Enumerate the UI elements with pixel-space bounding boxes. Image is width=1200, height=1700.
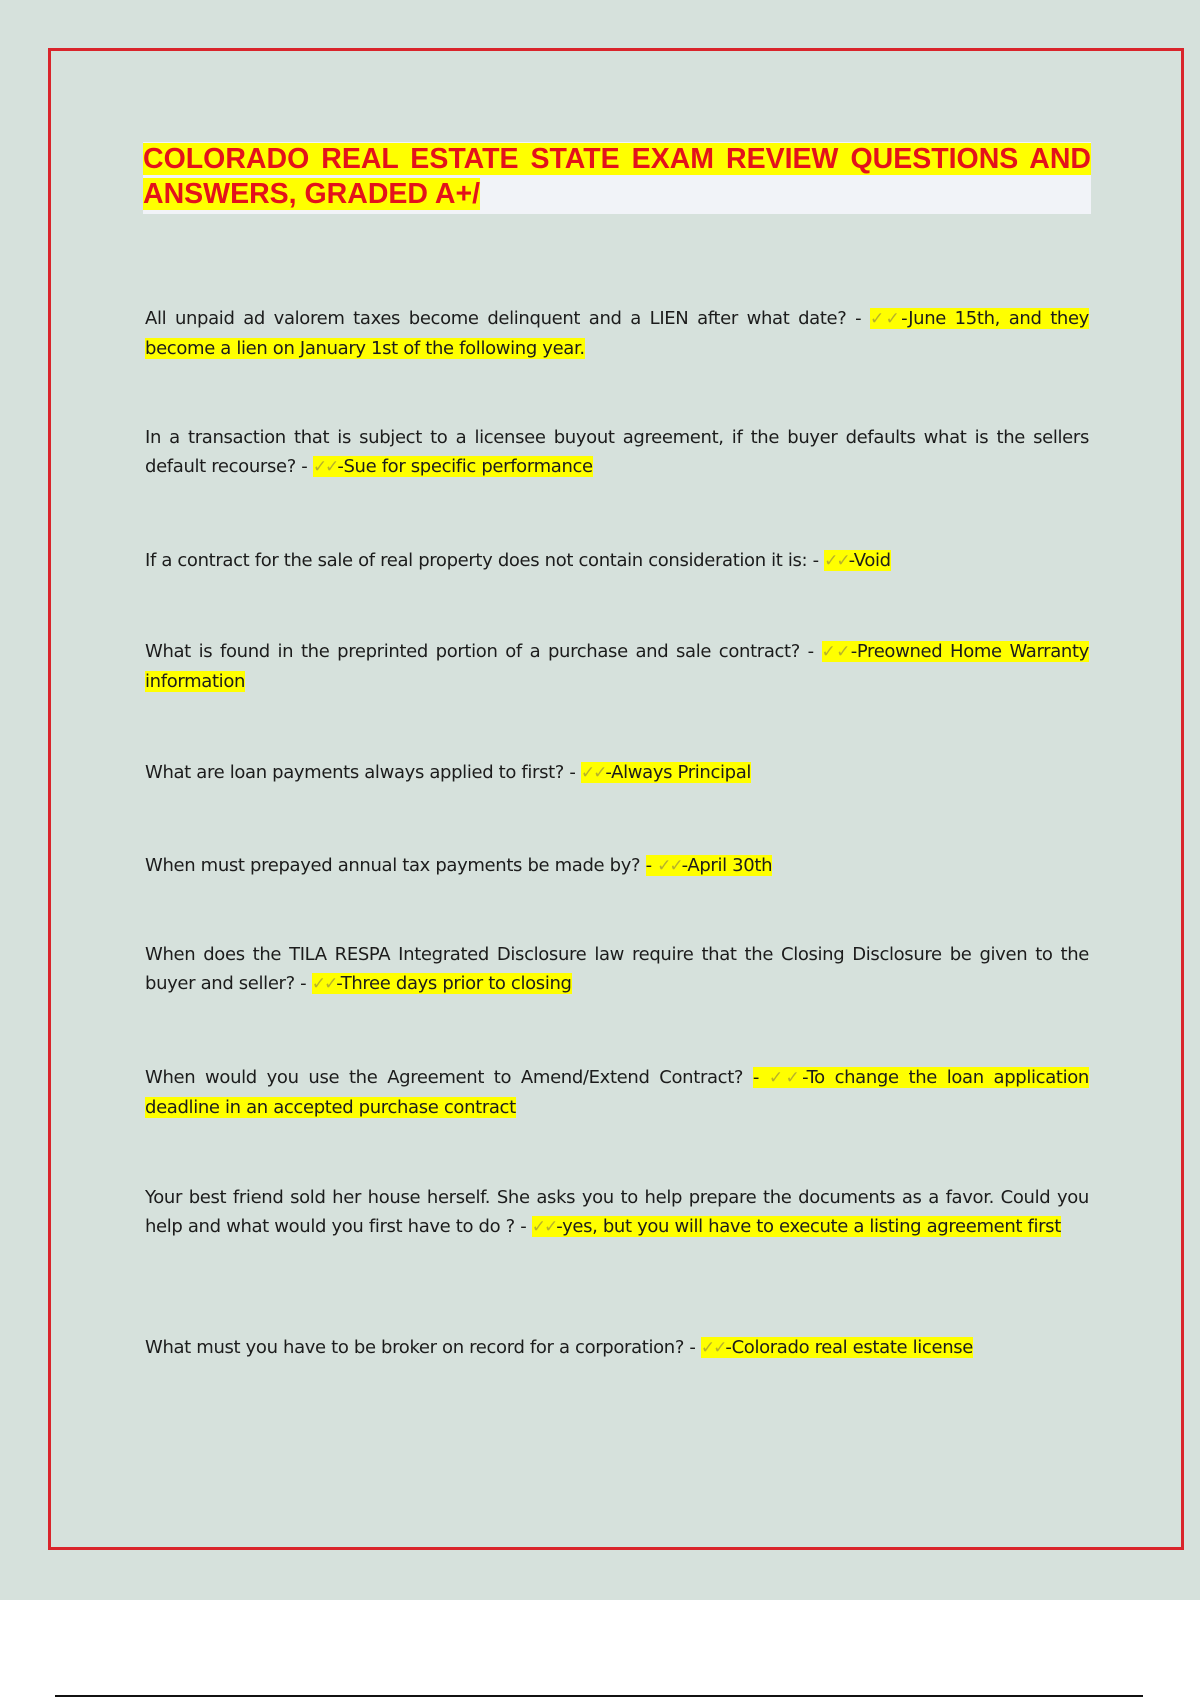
- double-check-icon: ✓✓: [580, 763, 606, 783]
- qa-item-5: [145, 758, 1089, 788]
- answer-highlight: [532, 1216, 1061, 1237]
- qa-item-1: [145, 304, 1089, 363]
- question-text: All unpaid ad valorem taxes become delinquent and a LIEN after what date? -: [145, 308, 870, 329]
- document-title: COLORADO REAL ESTATE STATE EXAM REVIEW QUESTIONS AND ANSWERS, GRADED A+/: [143, 143, 1091, 210]
- qa-item-4: [145, 637, 1089, 696]
- double-check-icon: ✓✓: [869, 309, 902, 329]
- double-check-icon: ✓✓: [312, 457, 338, 477]
- answer-text: -Three days prior to closing: [336, 973, 572, 994]
- double-check-icon: ✓✓: [824, 551, 849, 571]
- title-block: [143, 142, 1091, 214]
- answer-text: -Always Principal: [605, 762, 752, 783]
- answer-highlight: [313, 456, 593, 477]
- answer-highlight: - ✓✓-To change the loan application deadline in an accepted purchase contract: [145, 1067, 1089, 1118]
- question-text: Your best friend sold her house herself. She asks you to help prepare the documents as a favor. Could you help and what would you first have to do ? -: [145, 1187, 1089, 1237]
- double-check-icon: ✓✓: [657, 856, 682, 876]
- answer-text: -To change the loan application deadline in an accepted purchase contract: [145, 1067, 1089, 1118]
- answer-highlight: [312, 973, 572, 994]
- answer-text: -Void: [848, 550, 891, 571]
- question-text: If a contract for the sale of real property does not contain consideration it is: -: [145, 550, 825, 571]
- answer-text: -April 30th: [681, 855, 773, 876]
- footer-rule: [55, 1695, 1143, 1697]
- qa-item-10: [145, 1333, 1089, 1363]
- qa-item-6: [145, 851, 1089, 881]
- double-check-icon: ✓✓: [531, 1217, 557, 1237]
- answer-highlight: - ✓✓-April 30th: [645, 855, 773, 876]
- qa-item-9: [145, 1183, 1089, 1242]
- double-check-icon: ✓✓: [700, 1338, 726, 1358]
- question-text: When would you use the Agreement to Amend/Extend Contract?: [145, 1067, 753, 1088]
- qa-item-3: [145, 546, 1089, 576]
- qa-item-8: [145, 1063, 1089, 1122]
- answer-text: -June 15th, and they become a lien on January 1st of the following year.: [145, 308, 1089, 359]
- answer-text: -Preowned Home Warranty information: [145, 641, 1089, 692]
- page-border: [48, 48, 1184, 1550]
- answer-highlight: [701, 1337, 973, 1358]
- double-check-icon: ✓✓: [311, 974, 337, 994]
- qa-item-2: [145, 423, 1089, 482]
- question-text: What is found in the preprinted portion of a purchase and sale contract? -: [145, 641, 822, 662]
- question-text: What are loan payments always applied to first? -: [145, 762, 581, 783]
- question-text: When does the TILA RESPA Integrated Disclosure law require that the Closing Disclosure be given to the buyer and seller? -: [145, 944, 1089, 994]
- question-text: What must you have to be broker on record for a corporation? -: [145, 1337, 701, 1358]
- double-check-icon: ✓✓: [821, 642, 851, 662]
- question-text: In a transaction that is subject to a licensee buyout agreement, if the buyer defaults what is the sellers default recourse? -: [145, 427, 1089, 477]
- answer-highlight: [824, 550, 891, 571]
- question-text: When must prepayed annual tax payments be made by?: [145, 855, 646, 876]
- answer-highlight: [581, 762, 751, 783]
- answer-text: -Colorado real estate license: [725, 1337, 974, 1358]
- answer-text: -yes, but you will have to execute a listing agreement first: [556, 1216, 1061, 1237]
- answer-text: -Sue for specific performance: [337, 456, 593, 477]
- qa-item-7: [145, 940, 1089, 999]
- double-check-icon: ✓✓: [768, 1068, 803, 1088]
